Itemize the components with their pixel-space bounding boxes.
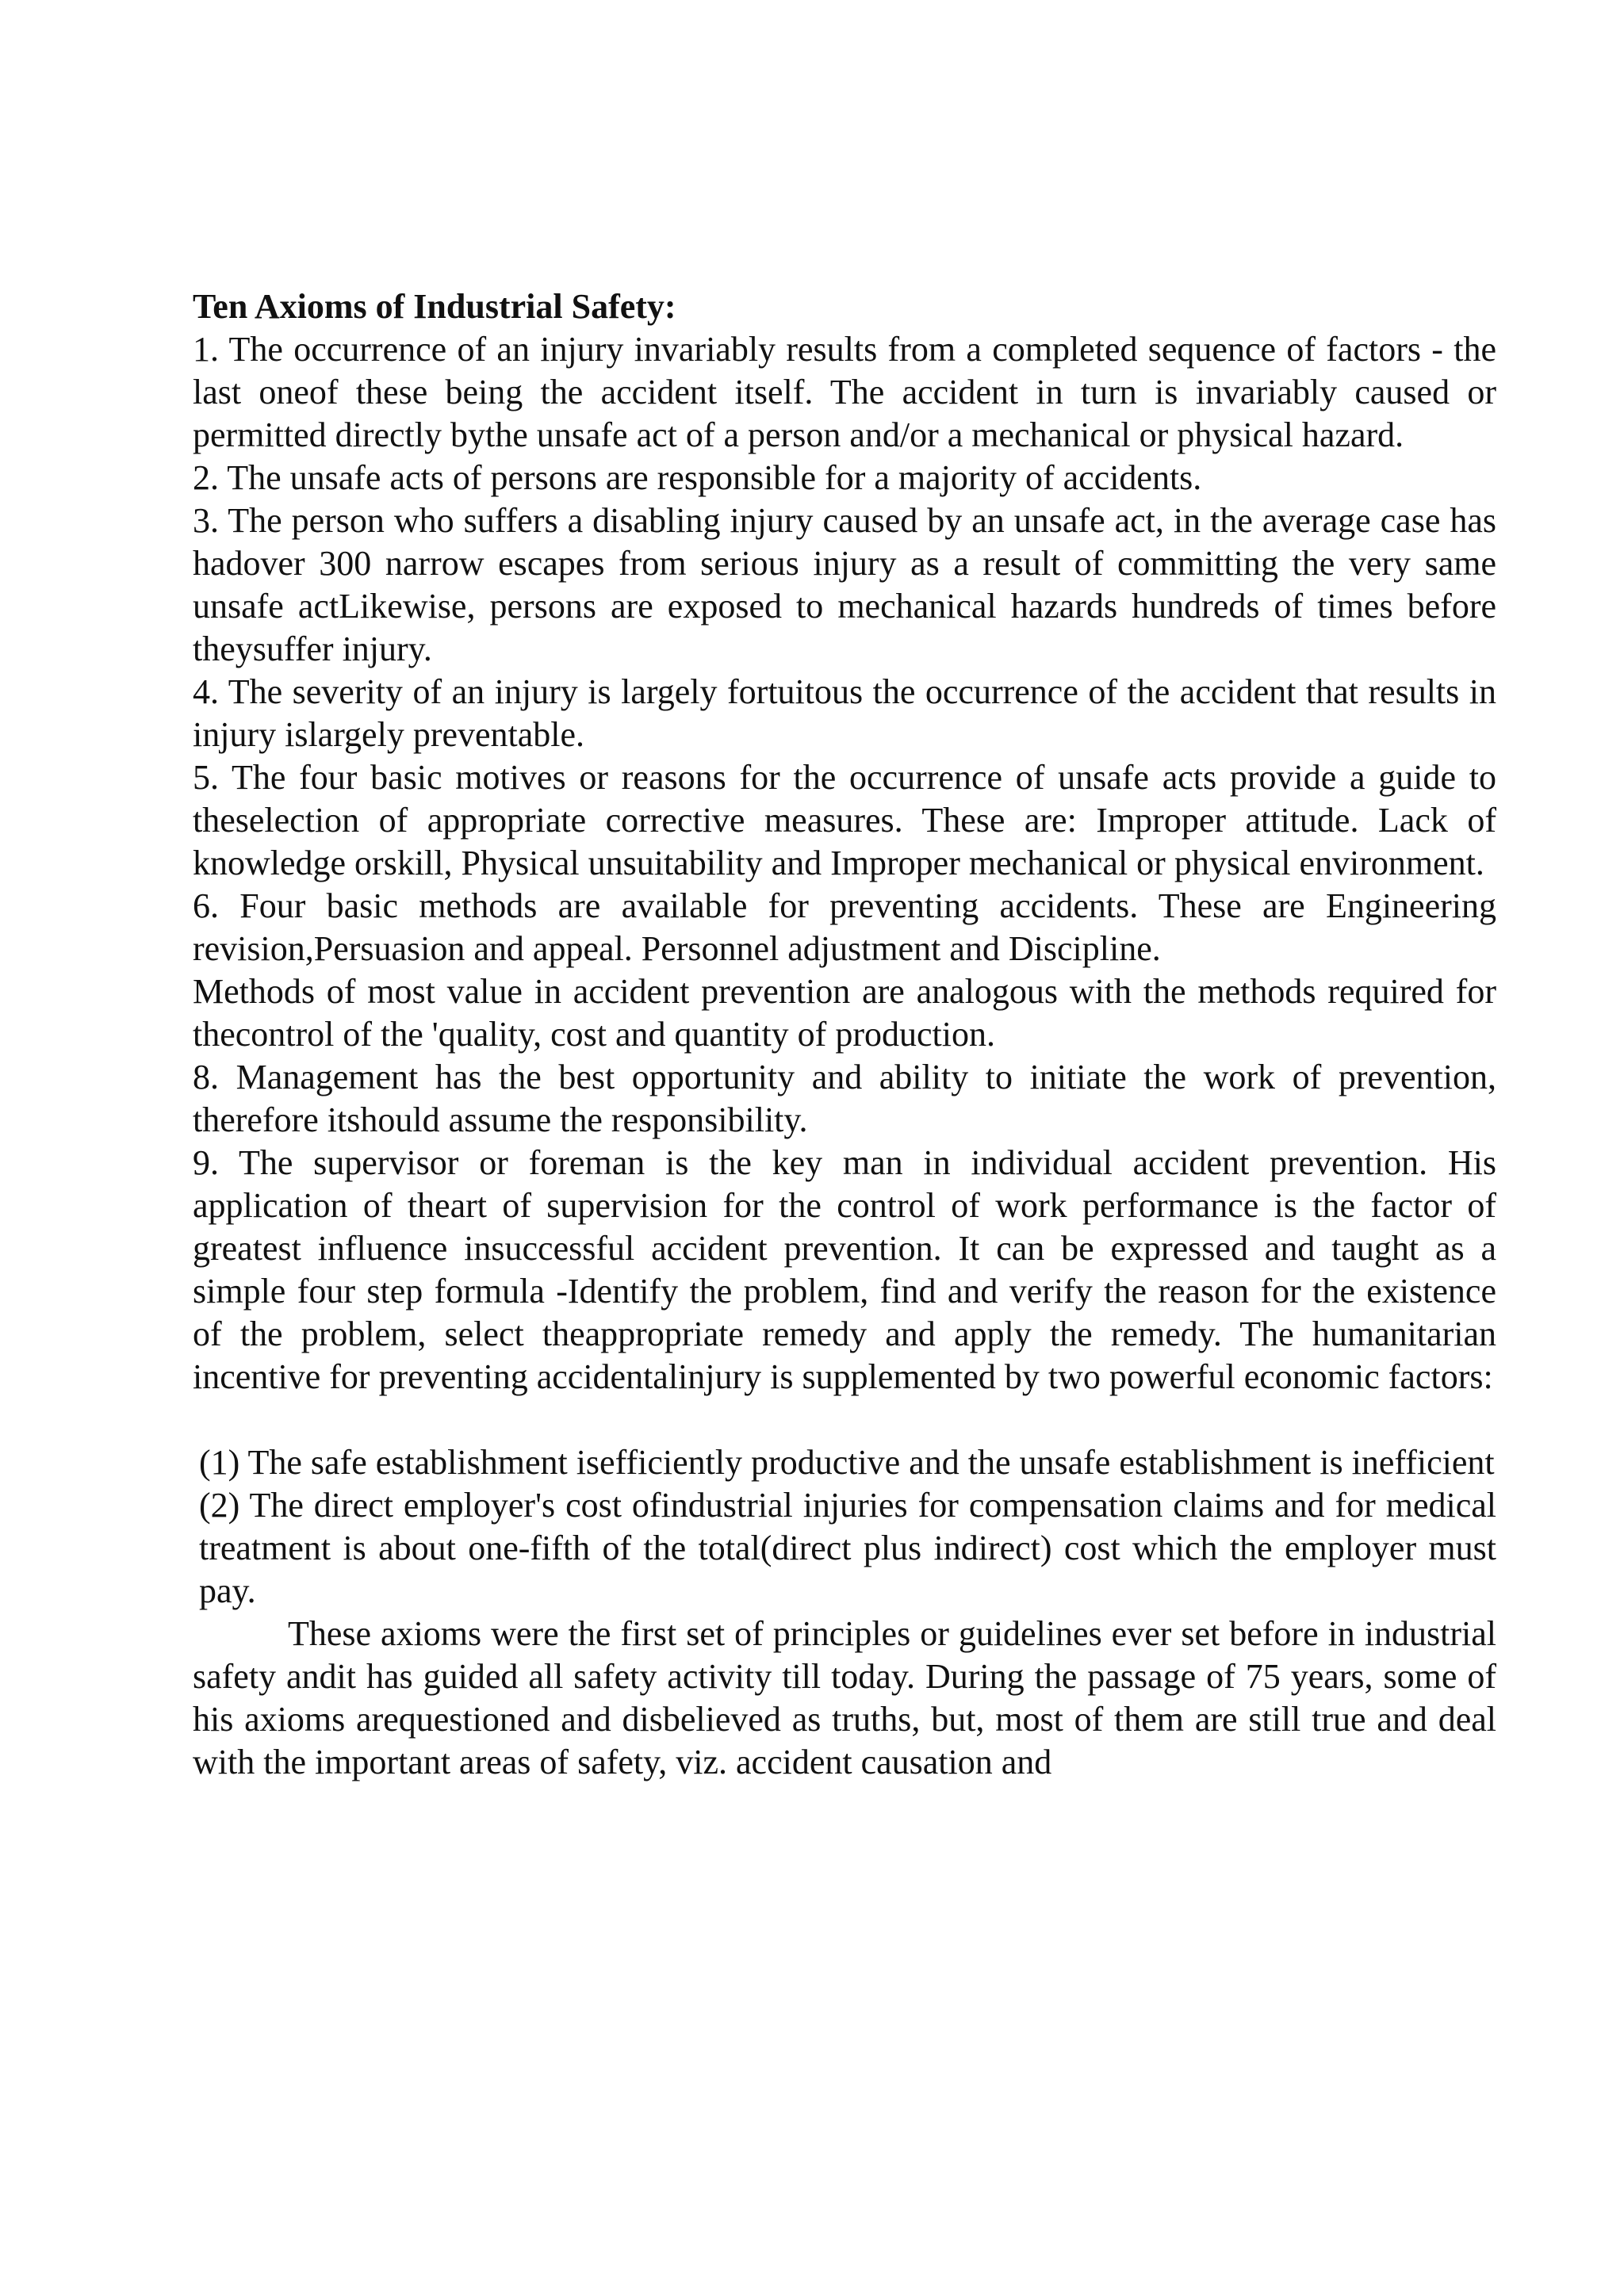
- axiom-1: 1. The occurrence of an injury invariably results from a completed sequence of factors - the last oneof these being the accident itself. The accident in turn is invariably caused or permitted directly bythe unsafe act of a person and/or a mechanical or physical hazard.: [193, 330, 1496, 454]
- axiom-5: 5. The four basic motives or reasons for the occurrence of unsafe acts provide a guide to theselection of appropriate corrective measures. These are: Improper attitude. Lack of knowledge orskill, Physical unsuitability and Improper mechanical or physical environment.: [193, 758, 1496, 882]
- axiom-4: 4. The severity of an injury is largely fortuitous the occurrence of the accident that results in injury islargely preventable.: [193, 672, 1496, 754]
- axiom-3: 3. The person who suffers a disabling injury caused by an unsafe act, in the average case has hadover 300 narrow escapes from serious injury as a result of committing the very same unsafe actLikewise, persons are exposed to mechanical hazards hundreds of times before theysuffer injury.: [193, 501, 1496, 668]
- economic-factor-1: (1) The safe establishment isefficiently productive and the unsafe establishment is inefficient: [199, 1443, 1495, 1482]
- axiom-6: 6. Four basic methods are available for preventing accidents. These are Engineering revision,Persuasion and appeal. Personnel adjustment and Discipline.: [193, 886, 1496, 968]
- axiom-8: 8. Management has the best opportunity and ability to initiate the work of prevention, therefore itshould assume the responsibility.: [193, 1058, 1496, 1139]
- paragraph-spacer: [193, 1399, 1496, 1441]
- axiom-9: 9. The supervisor or foreman is the key man in individual accident prevention. His application of theart of supervision for the control of work performance is the factor of greatest influence insuccessful accident prevention. It can be expressed and taught as a simple four step formula -Identify the problem, find and verify the reason for the existence of the problem, select theappropriate remedy and apply the remedy. The humanitarian incentive for preventing accidentalinjury is supplemented by two powerful economic factors:: [193, 1143, 1496, 1396]
- economic-factor-2: (2) The direct employer's cost ofindustrial injuries for compensation claims and for medical treatment is about one-fifth of the total(direct plus indirect) cost which the employer must pay.: [199, 1486, 1496, 1610]
- page-body: [193, 285, 1496, 1784]
- axiom-2: 2. The unsafe acts of persons are responsible for a majority of accidents.: [193, 458, 1202, 497]
- section-heading: Ten Axioms of Industrial Safety:: [193, 287, 676, 326]
- closing-paragraph: These axioms were the first set of principles or guidelines ever set before in industrial safety andit has guided all safety activity till today. During the passage of 75 years, some of his axioms arequestioned and disbelieved as truths, but, most of them are still true and deal with the important areas of safety, viz. accident causation and: [193, 1614, 1496, 1781]
- axiom-7: Methods of most value in accident prevention are analogous with the methods required for thecontrol of the 'quality, cost and quantity of production.: [193, 972, 1496, 1054]
